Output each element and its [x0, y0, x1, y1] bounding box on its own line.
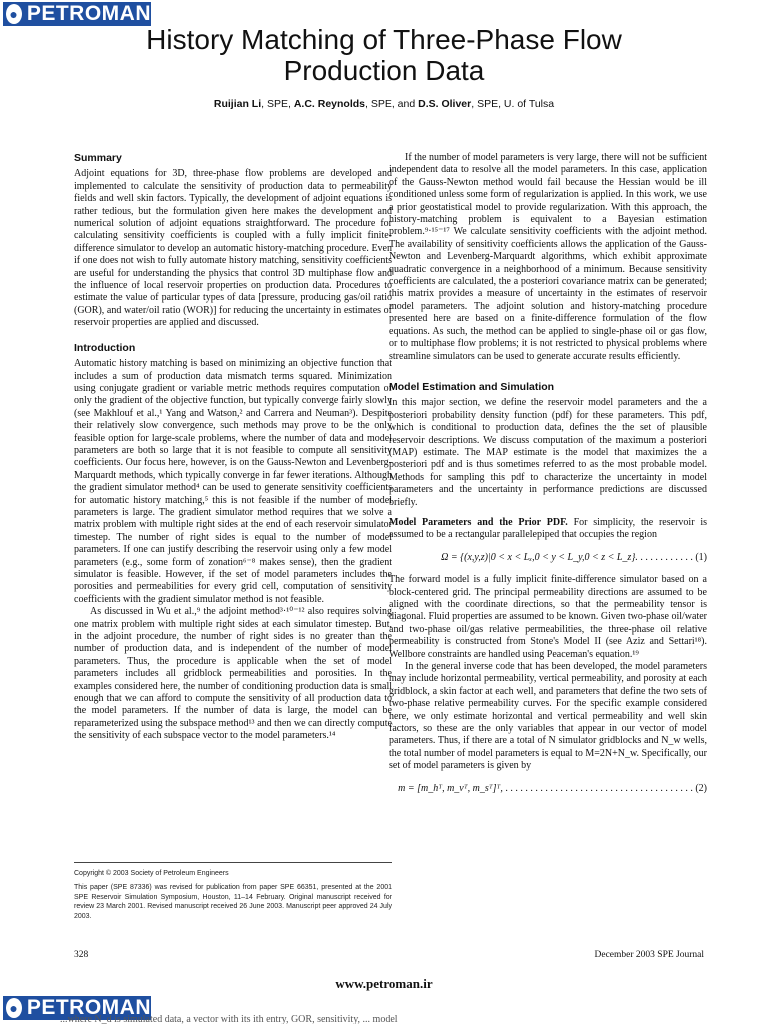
equation-1 [389, 552, 707, 564]
summary-heading: Summary [74, 152, 122, 164]
author-3: D.S. Oliver [418, 98, 472, 110]
footnote [74, 862, 392, 926]
author-1: Ruijian Li [213, 98, 262, 110]
author-2-affiliation: , SPE, and [365, 98, 419, 110]
introduction-heading: Introduction [74, 341, 136, 354]
intro-continued-paragraph: If the number of model parameters is very large, there will not be sufficient independent data to resolve all the model parameters. In this case, application of the Gauss-Newton method would fail because the Hessian would be ill conditioned unless some form of regularization is applied. In this work, we use a prior geostatistical model to provide regularization. With this approach, the history-matching problem is equivalent to a Bayesian estimation problem.⁹·¹⁵⁻¹⁷ We calculate sensitivity coefficients with the adjoint method. The availability of sensitivity coefficients allows the application of the Gauss-Newton and Levenberg-Marquardt algorithms, which exhibit approximate quadratic convergence in a neighborhood of a minimum. Because sensitivity coefficients are calculated, the a posteriori covariance matrix can be generated; this matrix provides a measure of uncertainty in the estimates of reservoir model parameters. The adjoint solution and history-matching procedure presented here are based on a finite-difference formulation of the flow equations. As such, the method can be applied to single-phase oil or gas flow, or to multiphase flow problems; it is not restricted to physical problems where streamline simulators can be used to generate accurate results efficiently. [389, 152, 707, 362]
author-3-affiliation: , SPE, U. of Tulsa [471, 98, 555, 110]
equation-1-number: . . . . . . . . . . . (1) [637, 551, 707, 563]
model-estimation-paragraph-1: In this major section, we define the reservoir model parameters and the a posteriori probability density function (pdf) for these parameters. This pdf, which is conditional to production data, defines the the set of plausible reservoir descriptions. We discuss computation of the maximum a posteriori (MAP) estimate. The MAP estimate is the model that maximizes the a posteriori pdf and is thus sometimes referred to as the most probable model. Methods for sampling this pdf to characterize the uncertainty in model parameters and the uncertainty in performance predictions are discussed briefly. [389, 397, 707, 508]
author-line [0, 98, 768, 110]
summary-text: Adjoint equations for 3D, three-phase flow problems are developed and implemented to calculate the sensitivity of production data to permeability fields and well skin factors. Typically, the development of adjoint equations is rather tedious, but the formulation given here makes the development and numerical solution of adjoint equations straightforward. The procedure for calculating sensitivity coefficients is coupled with a fully implicit finite-difference simulator to develop an automatic history-matching procedure. Even if one does not wish to fully automate history matching, sensitivity coefficients are useful for understanding the physics that control 3D multiphase flow and the influence of local reservoir properties on production data. Procedures to estimate the value of particular types of data [pressure, producing gas/oil ratio (GOR), and water/oil ratio (WOR)] for reducing the uncertainty in estimates of reservoir properties are applied and discussed. [74, 168, 392, 329]
petroman-logo-top [3, 2, 151, 26]
page-number: 328 [74, 950, 89, 960]
introduction-paragraph-2: As discussed in Wu et al.,⁹ the adjoint method³·¹⁰⁻¹² also requires solving one matrix problem with multiple right sides at each simulator timestep. But, in the adjoint procedure, the number of right sides is no greater than the number of production data, and is independent of the number of model parameters. Thus, the procedure is applicable when the set of model parameters includes all gridblock permeabilities and porosities. In the examples considered here, the number of conditioning production data is small enough that we can afford to compute the sensitivity of all production data to the model parameters. If the number of data is large, the model can be reparameterized using the subspace method¹³ and then we can directly compute the sensitivity of each subspace vector to the model parameters.¹⁴ [74, 606, 392, 742]
model-parameters-paragraph [389, 517, 707, 542]
introduction-paragraph-1: Automatic history matching is based on minimizing an objective function that includes a sum of production data mismatch terms squared. Minimization using conjugate gradient or variable metric methods requires computation of only the gradient of the objective function, but typically converge fairly slowly (see Makhlouf et al.,¹ Yang and Watson,² and Carrera and Neuman³). Despite their relatively slow convergence, such methods may prove to be the only feasible option for large-scale problems, where the number of data and model parameters are both so large that it is not feasible to compute all sensitivity coefficients. Our focus here, however, is on the Gauss-Newton and Levenberg-Marquardt methods, which typically converge in far fewer iterations. Although the gradient simulator method⁴ can be used to generate sensitivity coefficients for automatic history matching,⁵ this is not feasible if the number of model parameters is large. The gradient simulator method requires that we solve a matrix problem with multiple right sides at the end of each reservoir simulator timestep. The number of right sides is equal to the number of model parameters. If one can justify describing the reservoir using only a few model parameters (e.g., some form of zonation⁶⁻⁸ makes sense), then the gradient simulator is feasible. However, if the set of model parameters includes the porosities and permeabilities for every grid cell, computation of sensitivity coefficients with the gradient simulator method is not feasible. [74, 358, 392, 605]
website-link[interactable]: www.petroman.ir [335, 976, 433, 991]
equation-2-number: . . . . . . . . . . . . . . . . . . . . . . . . . . . . . . . . . . . . . . (2) [502, 782, 707, 794]
model-estimation-paragraph-4: In the general inverse code that has been developed, the model parameters may include horizontal permeability, vertical permeability, and porosity at each gridblock, a skin factor at each well, and parameters that define the two sets of two-phase relative permeability curves. For the specific example considered here, we only estimate horizontal and vertical permeability and well skin factors, so these are the only variables that appear in our vector of model parameters. Thus, if there are a total of N simulator gridblocks and N_w wells, the total number of model parameters is equal to M=2N+N_w. Specifically, our set of model parameters is given by [389, 661, 707, 772]
model-parameters-subheading: Model Parameters and the Prior PDF. [389, 516, 568, 528]
petroman-emblem-icon: ● [6, 4, 22, 24]
model-estimation-paragraph-3: The forward model is a fully implicit finite-difference simulator based on a block-centered grid. The principal permeability directions are assumed to be aligned with the coordinate directions, so that the permeability tensor is diagonal. Fluid properties are assumed to be known. Given two-phase oil/water and two-phase oil/gas relative permeabilities, the three-phase oil relative permeability is constructed from Stone's Model II (see Aziz and Settari¹⁸). Wellbore constraints are handled using Peaceman's equation.¹⁹ [389, 574, 707, 660]
paper-title [0, 24, 768, 86]
equation-1-body: Ω = {(x,y,z)|0 < x < Lₓ,0 < y < L_y,0 < z < L_z}. [441, 551, 638, 563]
author-2: A.C. Reynolds [293, 98, 365, 110]
title-line-2: Production Data [283, 55, 485, 86]
petroman-emblem-icon: ● [6, 998, 22, 1018]
journal-issue: December 2003 SPE Journal [594, 950, 704, 960]
model-parameters-text: For simplicity, the reservoir is assumed to be a rectangular parallelepiped that occupies the region [389, 516, 708, 541]
next-page-cutoff-text: ...where N_d is simulated data, a vector with its ith entry, GOR, sensitivity, ... model [60, 1014, 398, 1024]
publication-note: This paper (SPE 87336) was revised for publication from paper SPE 66351, presented at the 2001 SPE Reservoir Simulation Symposium, Houston, 11–14 February. Original manuscript received for review 23 March 2001. Revised manuscript received 26 June 2003. Manuscript peer approved 24 July 2003. [74, 884, 392, 920]
right-column [389, 152, 707, 805]
left-column [74, 152, 392, 743]
equation-2-body: m = [m_hᵀ, m_vᵀ, m_sᵀ]ᵀ, [398, 782, 503, 794]
title-line-1: History Matching of Three-Phase Flow [146, 24, 622, 55]
equation-2 [389, 783, 707, 795]
logo-text: PETROMAN [26, 996, 151, 1019]
copyright-notice: Copyright © 2003 Society of Petroleum Engineers [74, 870, 229, 877]
author-1-affiliation: , SPE, [261, 98, 294, 110]
logo-text: PETROMAN [26, 2, 151, 25]
model-estimation-heading: Model Estimation and Simulation [389, 380, 555, 393]
